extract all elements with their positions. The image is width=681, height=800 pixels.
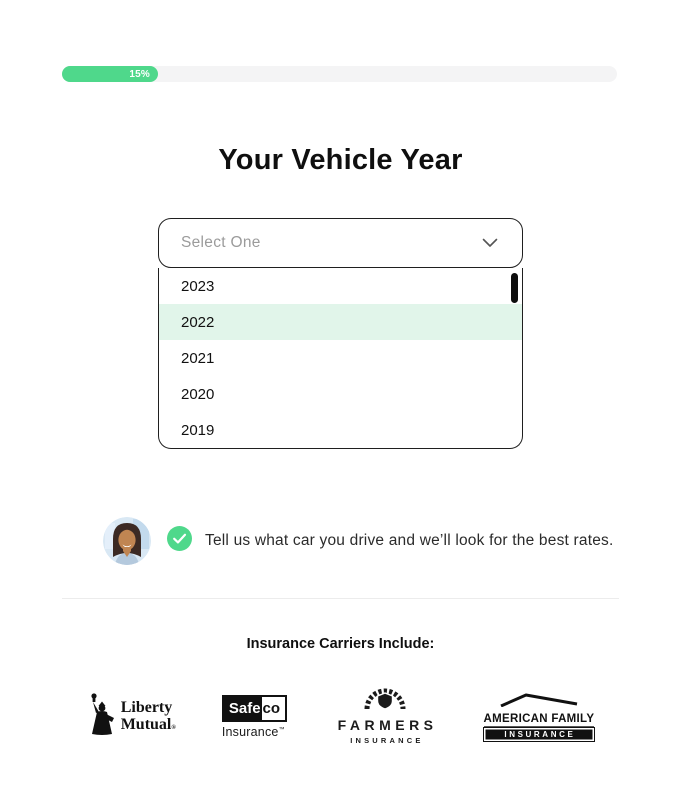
- registered-mark: ®: [171, 724, 176, 731]
- safeco-subtext: [222, 725, 285, 739]
- statue-of-liberty-icon: [87, 692, 117, 741]
- progress-percent-label: 15%: [129, 68, 150, 80]
- assistant-avatar: [103, 517, 151, 565]
- progress-bar-fill: [62, 66, 158, 82]
- vehicle-year-dropdown-list: [158, 268, 523, 449]
- farmers-shield-icon: [362, 688, 408, 715]
- american-family-logo: [484, 693, 595, 741]
- american-family-insurance-bar: INSURANCE: [484, 728, 595, 741]
- safeco-wordmark-box: [222, 695, 287, 722]
- year-option-2023[interactable]: 2023: [181, 277, 215, 295]
- trademark-mark: ™: [278, 726, 285, 733]
- liberty-mutual-logo: [87, 692, 176, 741]
- year-option-2022[interactable]: 2022: [159, 304, 522, 340]
- section-divider: [62, 598, 619, 599]
- liberty-mutual-wordmark: [121, 700, 176, 733]
- mutual-word: Mutual: [120, 715, 172, 733]
- year-option-2020[interactable]: 2020: [181, 385, 215, 403]
- farmers-insurance-word: INSURANCE: [350, 736, 424, 745]
- carrier-logos-row: [0, 688, 681, 745]
- vehicle-year-select-group: [158, 218, 523, 449]
- assistant-message: Tell us what car you drive and we’ll look for the best rates.: [205, 532, 614, 549]
- safeco-logo: [222, 695, 287, 739]
- safeco-insurance-word: Insurance: [221, 724, 279, 739]
- year-option-2019[interactable]: 2019: [181, 421, 215, 439]
- assistant-helper-row: [103, 517, 681, 565]
- check-icon: [167, 526, 192, 556]
- carriers-heading: Insurance Carriers Include:: [246, 636, 435, 652]
- vehicle-year-select[interactable]: [158, 218, 523, 268]
- chevron-down-icon: [482, 238, 498, 248]
- dropdown-scrollbar-thumb[interactable]: [511, 273, 518, 303]
- roof-icon: [499, 693, 579, 712]
- american-family-wordmark: AMERICAN FAMILY: [484, 712, 595, 727]
- liberty-word: Liberty: [120, 699, 173, 717]
- safeco-word-black: Safe: [224, 697, 262, 720]
- select-placeholder: Select One: [181, 234, 261, 251]
- safeco-word-white: co: [262, 699, 281, 717]
- year-option-2021[interactable]: 2021: [181, 349, 215, 367]
- farmers-logo: [333, 688, 437, 745]
- page-title: Your Vehicle Year: [218, 144, 463, 176]
- progress-bar: [62, 66, 617, 82]
- farmers-wordmark: FARMERS: [337, 717, 438, 733]
